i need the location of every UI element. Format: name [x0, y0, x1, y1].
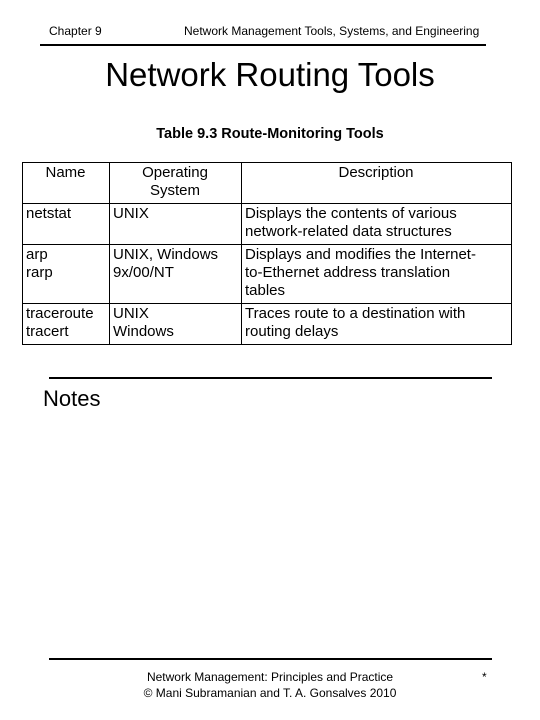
tool-name-cell: arp rarp — [23, 245, 110, 304]
book-title: Network Management Tools, Systems, and Engineering — [184, 24, 480, 38]
description-cell: Displays and modifies the Internet- to-Ethernet address translation tables — [242, 245, 512, 304]
table-caption: Table 9.3 Route-Monitoring Tools — [156, 126, 384, 142]
footer-book-title: Network Management: Principles and Practice — [146, 670, 394, 684]
os-cell: UNIX — [110, 204, 242, 245]
table-row — [23, 245, 512, 304]
column-header-operating-system: Operating System — [110, 163, 242, 204]
route-monitoring-table — [22, 162, 512, 345]
page-marker: * — [482, 670, 487, 684]
os-cell: UNIX, Windows 9x/00/NT — [110, 245, 242, 304]
tool-name-cell: netstat — [23, 204, 110, 245]
description-cell: Traces route to a destination with routing delays — [242, 304, 512, 345]
description-cell: Displays the contents of various network-related data structures — [242, 204, 512, 245]
notes-label: Notes — [43, 386, 101, 411]
chapter-label: Chapter 9 — [49, 24, 102, 38]
column-header-description: Description — [242, 163, 512, 204]
tool-name-cell: traceroute tracert — [23, 304, 110, 345]
column-header-name: Name — [23, 163, 110, 204]
header-divider — [40, 44, 486, 46]
os-cell: UNIX Windows — [110, 304, 242, 345]
notes-divider — [49, 377, 492, 379]
page-title: Network Routing Tools — [105, 56, 435, 93]
footer-copyright: © Mani Subramanian and T. A. Gonsalves 2010 — [143, 686, 397, 700]
footer-divider — [49, 658, 492, 660]
table-header-row — [23, 163, 512, 204]
table-row — [23, 304, 512, 345]
table-row — [23, 204, 512, 245]
